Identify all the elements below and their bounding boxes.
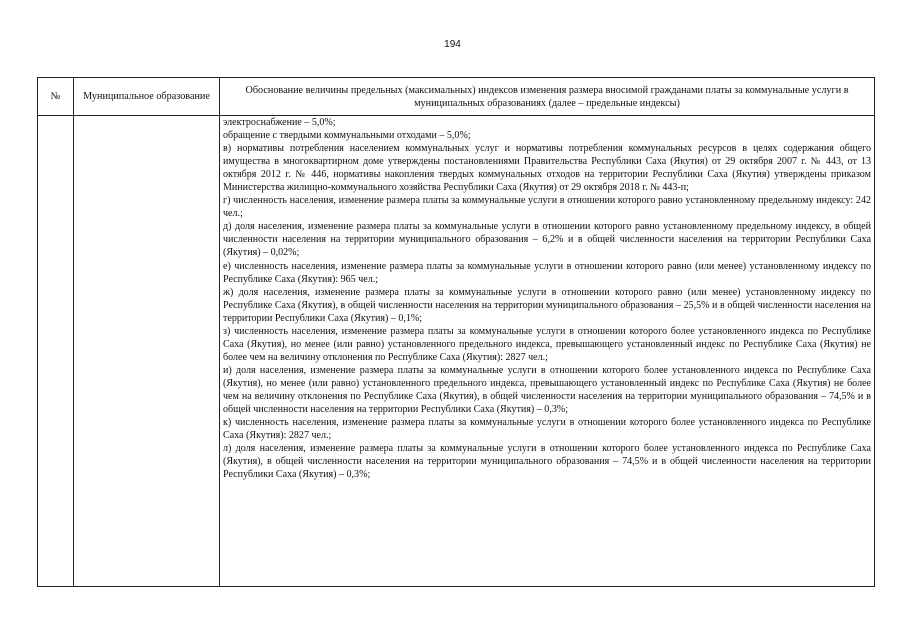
cell-number — [38, 116, 74, 587]
paragraph: электроснабжение – 5,0%; — [223, 117, 336, 128]
paragraph: е) численность населения, изменение размера платы за коммунальные услуги в отношении которого равно (или менее) установленному индексу по Республике Саха (Якутия): 965 чел.; — [223, 260, 871, 285]
paragraph: в) нормативы потребления населением коммунальных услуг и нормативы потребления коммунальных ресурсов в целях содержания общего имущества в многоквартирном доме утверждены постановлениями Правительства Республики Саха (Якутия) от 29 октября 2007 г. № 443, от 13 октября 2012 г. № 446, нормативы накопления твердых коммунальных отходов на территории Республики Саха (Якутия) утверждены приказом Министерства жилищно-коммунального хозяйства Республики Саха (Якутия) от 29 октября 2018 г. № 443-п; — [223, 143, 871, 194]
justification-table — [37, 77, 875, 587]
paragraph: з) численность населения, изменение размера платы за коммунальные услуги в отношении которого более установленного индекса по Республике Саха (Якутия), но менее (или равно) установленного предельного индекса, превышающего установленный индекс по Республике Саха (Якутия) не более чем на величину отклонения по Республике Саха (Якутия): 2827 чел.; — [223, 325, 871, 363]
page-number: 194 — [444, 39, 461, 50]
paragraph: и) доля населения, изменение размера платы за коммунальные услуги в отношении которого более установленного индекса по Республике Саха (Якутия), но менее (или равно) установленного предельного индекса, превышающего установленный индекс по Республике Саха (Якутия) не более чем на величину отклонения по Республике Саха (Якутия), в общей численности населения на территории муниципального образования – 74,5% и в общей численности населения на территории Республики Саха (Якутия) – 0,3%; — [223, 364, 871, 416]
paragraph: обращение с твердыми коммунальными отходами – 5,0%; — [223, 130, 471, 142]
cell-justification — [220, 116, 875, 587]
paragraph: к) численность населения, изменение размера платы за коммунальные услуги в отношении которого более установленного индекса по Республике Саха (Якутия): 2827 чел.; — [223, 417, 871, 442]
cell-municipality — [74, 116, 220, 587]
table-header-row — [38, 78, 875, 116]
header-number: № — [38, 78, 74, 116]
paragraph: л) доля населения, изменение размера платы за коммунальные услуги в отношении которого более установленного индекса по Республике Саха (Якутия), в общей численности населения на территории муниципального образования – 74,5% и в общей численности населения на территории Республики Саха (Якутия) – 0,3%; — [223, 443, 871, 481]
paragraph: ж) доля населения, изменение размера платы за коммунальные услуги в отношении которого равно (или менее) установленному индексу по Республике Саха (Якутия), в общей численности населения на территории муниципального образования – 25,5% и в общей численности населения на территории Республики Саха (Якутия) – 0,1%; — [223, 286, 871, 324]
paragraph: г) численность населения, изменение размера платы за коммунальные услуги в отношении которого равно установленному предельному индексу: 242 чел.; — [223, 195, 871, 220]
header-justification: Обоснование величины предельных (максимальных) индексов изменения размера вносимой гражданами платы за коммунальные услуги в муниципальных образованиях (далее – предельные индексы) — [220, 78, 875, 116]
header-municipality: Муниципальное образование — [74, 78, 220, 116]
paragraph: д) доля населения, изменение размера платы за коммунальные услуги в отношении которого равно установленному предельному индексу, в общей численности населения на территории муниципального образования – 6,2% и в общей численности населения на территории Республики Саха (Якутия) – 0,02%; — [223, 221, 871, 259]
table-row — [38, 116, 875, 587]
